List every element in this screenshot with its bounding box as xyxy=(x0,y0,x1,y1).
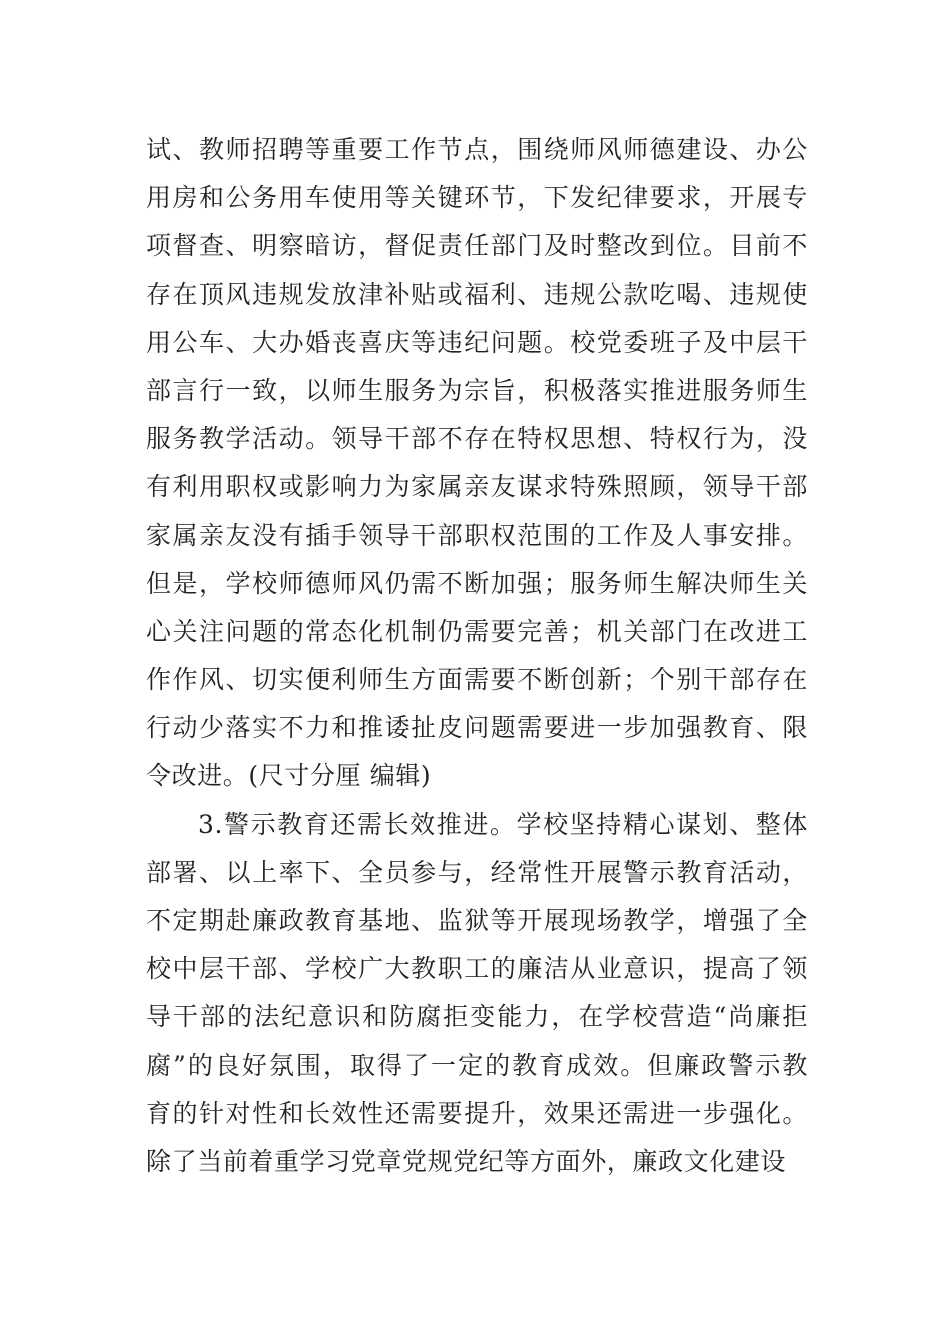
text-line: 家属亲友没有插手领导干部职权范围的工作及人事安排。 xyxy=(146,520,808,550)
text-line: 令改进。(尺寸分厘 编辑) xyxy=(146,761,432,791)
text-line: 用公车、大办婚丧喜庆等违纪问题。校党委班子及中层干 xyxy=(146,327,808,357)
text-line: 服务教学活动。领导干部不存在特权思想、特权行为，没 xyxy=(146,424,808,454)
text-line: 存在顶风违规发放津补贴或福利、违规公款吃喝、违规使 xyxy=(146,279,808,309)
text-line: 不定期赴廉政教育基地、监狱等开展现场教学，增强了全 xyxy=(146,906,808,935)
text-line: 除了当前着重学习党章党规党纪等方面外，廉政文化建设 xyxy=(146,1146,787,1176)
text-line: 但是，学校师德师风仍需不断加强；服务师生解决师生关 xyxy=(146,568,808,598)
text-line: 有利用职权或影响力为家属亲友谋求特殊照顾，领导干部 xyxy=(146,472,808,502)
text-line: 育的针对性和长效性还需要提升，效果还需进一步强化。 xyxy=(146,1098,808,1128)
text-line: 部言行一致，以师生服务为宗旨，积极落实推进服务师生 xyxy=(146,375,808,405)
text-line: 腐”的良好氛围，取得了一定的教育成效。但廉政警示教 xyxy=(146,1050,808,1080)
text-line: 试、教师招聘等重要工作节点，围绕师风师德建设、办公 xyxy=(146,135,808,164)
text-line: 行动少落实不力和推诿扯皮问题需要进一步加强教育、限 xyxy=(146,713,808,743)
text-line: 项督查、明察暗访，督促责任部门及时整改到位。目前不 xyxy=(146,231,808,261)
text-line: 用房和公务用车使用等关键环节，下发纪律要求，开展专 xyxy=(146,183,808,213)
text-line: 作作风、切实便利师生方面需要不断创新；个别干部存在 xyxy=(146,665,808,695)
body-text xyxy=(146,126,808,1186)
text-line: 校中层干部、学校广大教职工的廉洁从业意识，提高了领 xyxy=(146,954,808,984)
text-line: 3.警示教育还需长效推进。学校坚持精心谋划、整体 xyxy=(198,809,808,839)
text-line: 导干部的法纪意识和防腐拒变能力，在学校营造“尚廉拒 xyxy=(146,1002,808,1032)
paragraph-1 xyxy=(146,126,808,801)
paragraph-2 xyxy=(146,801,808,1187)
text-line: 部署、以上率下、全员参与，经常性开展警示教育活动， xyxy=(146,857,808,887)
text-line: 心关注问题的常态化机制仍需要完善；机关部门在改进工 xyxy=(146,616,808,646)
